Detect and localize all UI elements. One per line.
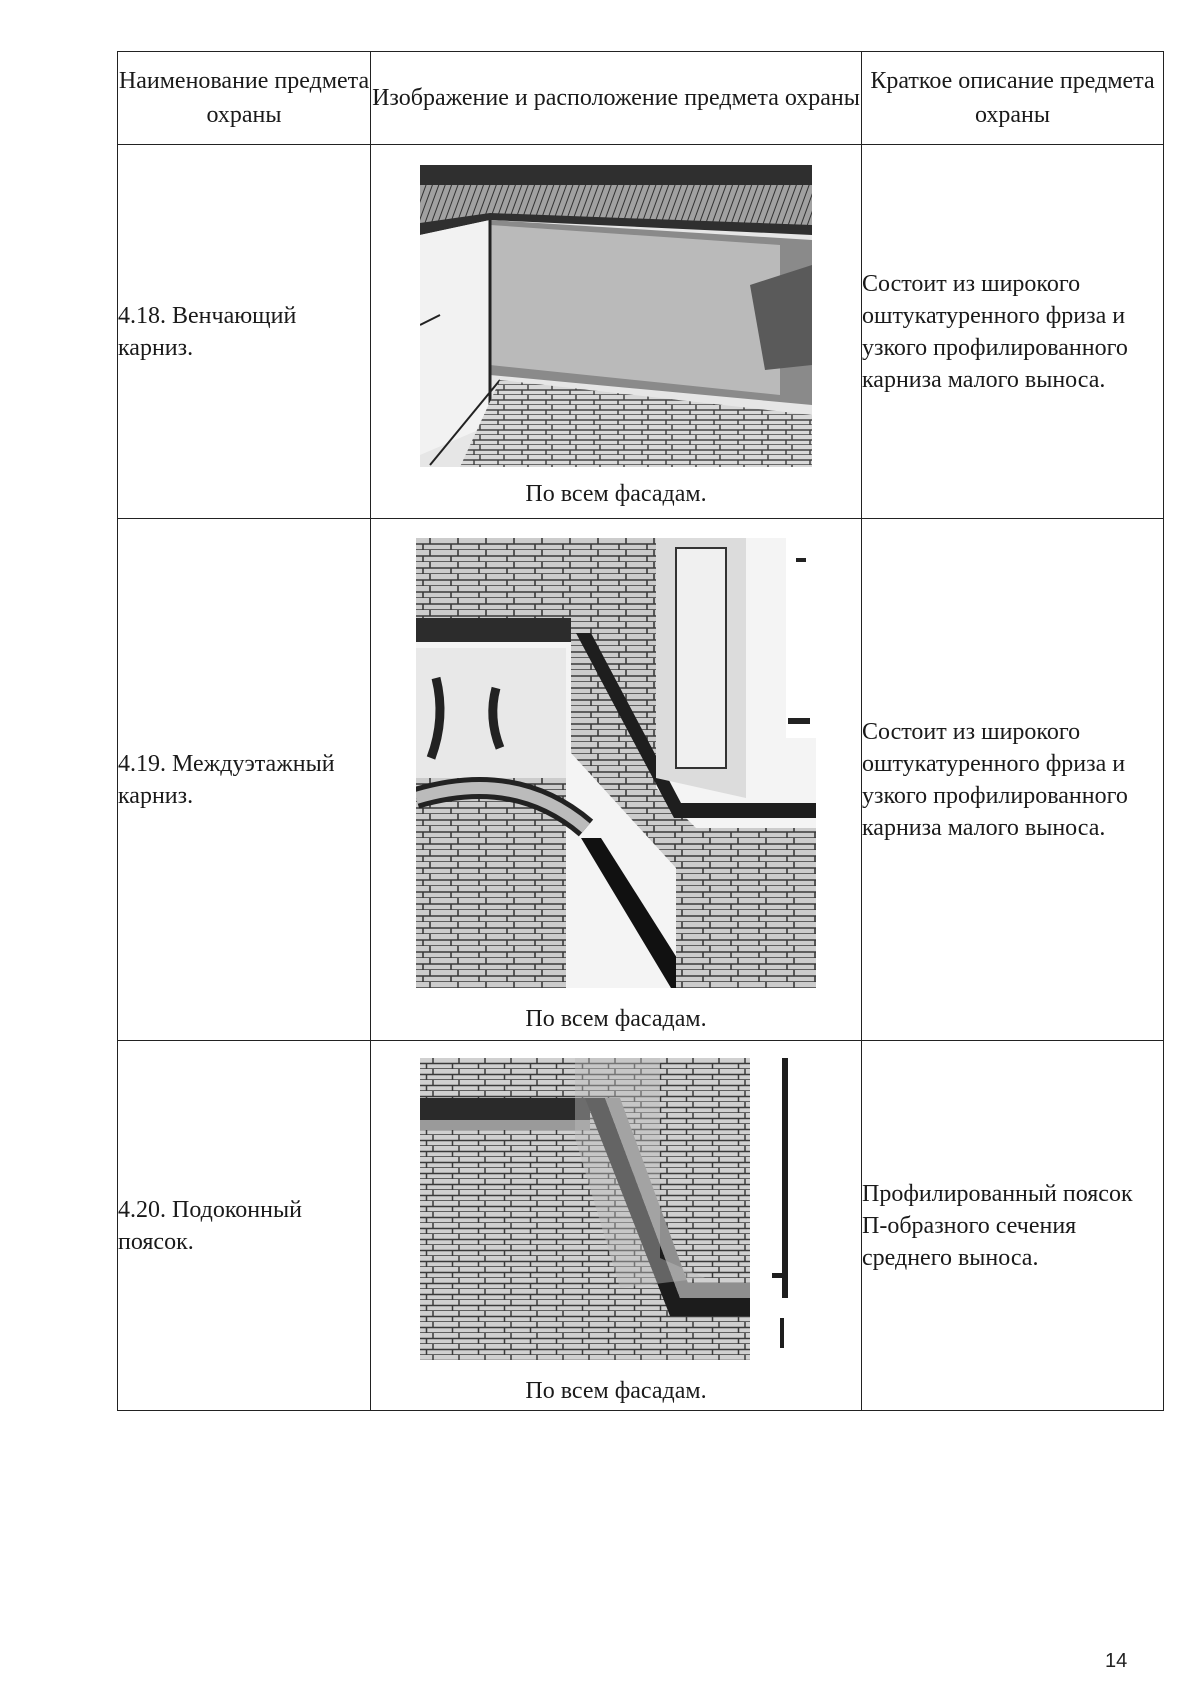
crowning-cornice-photo <box>420 165 812 467</box>
page-number: 14 <box>1105 1650 1128 1672</box>
table-row <box>118 1041 1164 1411</box>
row-caption: По всем фасадам. <box>525 480 707 507</box>
row-name: 4.20. Подоконный поясок. <box>118 1041 371 1411</box>
interfloor-cornice-photo <box>416 538 816 988</box>
header-image: Изображение и расположение предмета охраны <box>371 52 862 145</box>
header-name: Наименование предмета охраны <box>118 52 371 145</box>
table-header-row <box>118 52 1164 145</box>
row-image-cell <box>371 519 862 1041</box>
row-caption: По всем фасадам. <box>525 1377 707 1404</box>
table-row <box>118 519 1164 1041</box>
header-description: Краткое описание предмета охраны <box>862 52 1164 145</box>
row-description: Состоит из широкого оштукатуренного фриза и узкого профилированного карниза малого выноса. <box>862 145 1164 519</box>
row-image-cell <box>371 145 862 519</box>
row-description: Состоит из широкого оштукатуренного фриза и узкого профилированного карниза малого выноса. <box>862 519 1164 1041</box>
row-image-cell <box>371 1041 862 1411</box>
row-name: 4.19. Междуэтажный карниз. <box>118 519 371 1041</box>
row-description: Профилированный поясок П-образного сечения среднего выноса. <box>862 1041 1164 1411</box>
row-name: 4.18. Венчающий карниз. <box>118 145 371 519</box>
row-caption: По всем фасадам. <box>525 1005 707 1032</box>
table-row <box>118 145 1164 519</box>
protection-subjects-table <box>117 51 1164 1411</box>
sill-band-photo <box>420 1058 812 1360</box>
